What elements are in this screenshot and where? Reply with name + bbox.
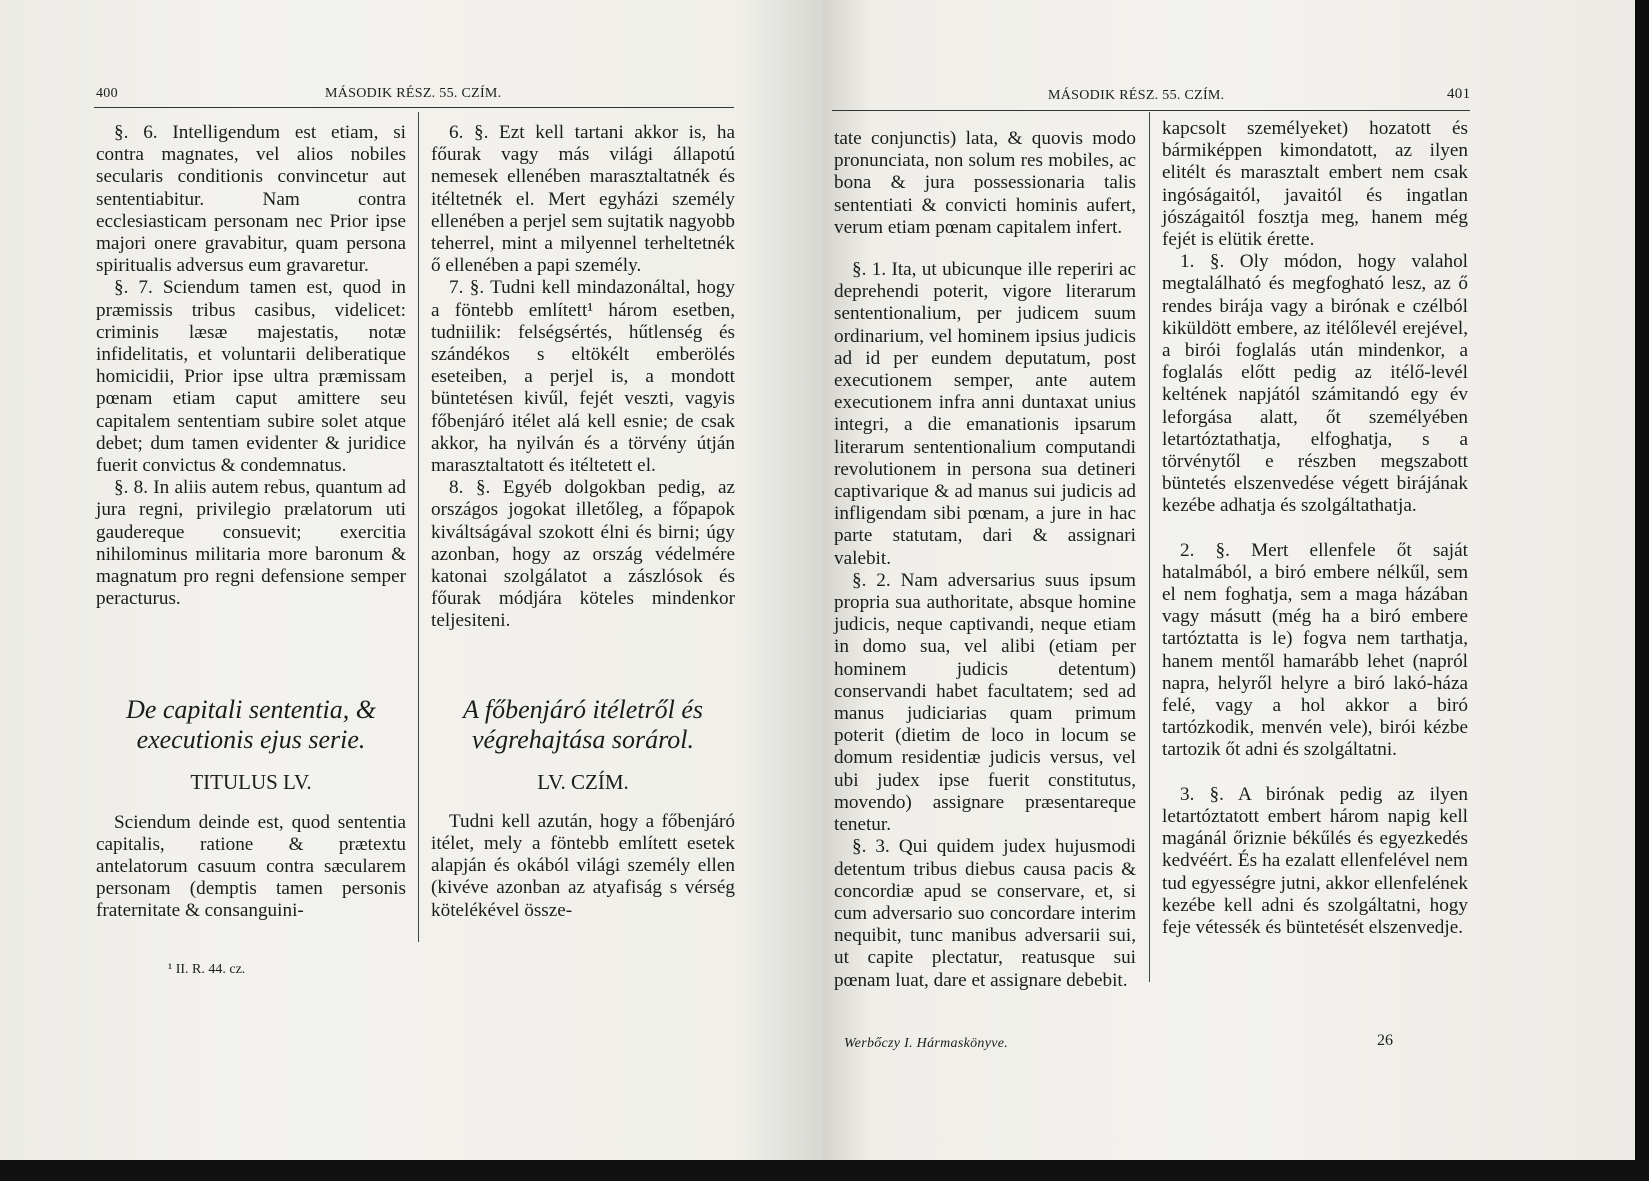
hungarian-section-sub: LV. CZÍM.	[537, 769, 629, 794]
latin-paragraph: tate conjunctis) lata, & quovis modo pronunciata, non solum res mobiles, ac bona & jura possessionaria talis sententiati & convicti hominis aufert, verum etiam pœnam capitalem infert.	[834, 128, 1136, 238]
right-hungarian-column	[1162, 118, 1468, 939]
left-page-number: 400	[96, 86, 118, 101]
hungarian-section-title: A főbenjáró itéletről és végrehajtása sorárol.	[463, 694, 703, 754]
left-running-title: MÁSODIK RÉSZ. 55. CZÍM.	[325, 86, 502, 101]
hungarian-paragraph: 2. §. Mert ellenfele őt saját hatalmából, a biró embere nélkűl, sem el nem foghatja, sem a maga házában vagy másutt (még ha a biró embere tartóztatta is le) fogva nem tarthatja, hanem mentől hamarább lehet (napról napra, helyről helyre a biró lakó-háza felé, vagy a hol akkor a biró tartózkodik, menvén vele), birói kézbe tartozik őt adni és szolgáltatni.	[1162, 539, 1468, 761]
hungarian-section-text: Tudni kell azután, hogy a főbenjáró itélet, mely a föntebb említett esetek alapján és okából világi személy ellen (kivéve azonban az atyafiság s vérség kötelékével össze-	[431, 810, 735, 921]
latin-paragraph: §. 2. Nam adversarius suus ipsum propria sua authoritate, absque homine judicis, neque captivandi, neque etiam in domo sua, vel alibi (etiam per hominem judicis detentum) conservandi habet facultatem; sed ad manus judiciarias quam primum poterit (dietim de loco in locum se domum residentiæ judicis versus, vel ubi judex ipse fuerit constitutus, movendo) assignare præsentareque tenetur.	[834, 569, 1136, 836]
footnote: ¹ II. R. 44. cz.	[168, 962, 246, 977]
latin-section-text: Sciendum deinde est, quod sententia capitalis, ratione & prætextu antelatorum casuum contra sæcularem personam (demptis tamen personis fraternitate & consanguini-	[96, 811, 406, 922]
left-head-rule	[94, 107, 734, 108]
latin-paragraph: §. 7. Sciendum tamen est, quod in præmissis tribus casibus, videlicet: criminis læsæ majestatis, notæ infidelitatis, et voluntarii deliberatique homicidii, Prior ipse ultra præmissam pœnam etiam caput amittere seu capitalem sententiam subire solet atque debet; dum tamen evidenter & juridice fuerit convictus & condemnatus.	[96, 277, 406, 477]
sheet-number: 26	[1377, 1032, 1393, 1049]
left-hungarian-column	[431, 122, 735, 922]
left-column-rule	[418, 112, 419, 942]
latin-paragraph: §. 6. Intelligendum est etiam, si contra magnates, vel alios nobiles secularis conditionis convincetur aut sententiabitur. Nam contra ecclesiasticam personam nec Prior ipse majori onere gravabitur, quam persona spiritualis adversus eum gravaretur.	[96, 122, 406, 277]
hungarian-paragraph: 6. §. Ezt kell tartani akkor is, ha főurak vagy más világi állapotú nemesek ellenében marasztaltatnék és itéltetnék el. Mert egyházi személy ellenében a perjel sem sujtatik nagyobb teherrel, mint a milyennel terheltetnék ő ellenében a papi személy.	[431, 122, 735, 277]
scanner-bottom-edge	[0, 1160, 1649, 1181]
right-latin-column	[834, 128, 1136, 992]
left-page	[0, 0, 822, 1160]
latin-paragraph: §. 8. In aliis autem rebus, quantum ad jura regni, privilegio prælatorum uti gaudereque consuevit; exercitia nihilominus militaria more baronum & magnatum pro regni defensione semper peracturus.	[96, 477, 406, 610]
latin-paragraph: §. 1. Ita, ut ubicunque ille reperiri ac deprehendi poterit, vigore literarum sententionalium, per judicem suum ordinarium, vel hominem ipsius judicis ad id per eundem deputatum, post executionem semper, ante autem executionem infra anni duntaxat unius integri, a die emanationis ipsarum literarum sententionalium computandi revolutionem in persona sua detineri captivarique & ad manus sui judicis ad infligendam sibi pœnam, a jure in hac parte statutam, dari & assignari valebit.	[834, 259, 1136, 569]
latin-paragraph: §. 3. Qui quidem judex hujusmodi detentum tribus diebus causa pacis & concordiæ apud se conservare, et, si cum adversario suo concordare interim nequibit, tunc manibus adversarii sui, ut capite plectatur, reatusque sui pœnam luat, dare et assignare debebit.	[834, 836, 1136, 991]
hungarian-paragraph: 3. §. A birónak pedig az ilyen letartóztatott embert három napig kell magánál őriznie békűlés és egyezkedés kedvéért. És ha ezalatt ellenfelével nem tud egyességre jutni, akkor ellenfelének kezébe kell adni és szolgáltatni, hogy feje vétessék és büntetését elszenvedje.	[1162, 783, 1468, 938]
hungarian-paragraph: kapcsolt személyeket) hozatott és bármiképpen kimondatott, az ilyen elitélt és marasztalt embert nem csak ingóságaitól, javaitól és ingatlan jószágaitól fosztja meg, hanem még fejét is elütik érette.	[1162, 118, 1468, 251]
book-signature: Werbőczy I. Hármaskönyve.	[844, 1036, 1009, 1051]
hungarian-paragraph: 1. §. Oly módon, hogy valahol megtalálható és megfogható lesz, az ő rendes birája vagy a birónak e czélból kiküldött embere, az itélőlevél erejével, a birói foglalás után mindenkor, a foglalás előtt pedig az itélő-levél keltének napjától számitandó egy év leforgása alatt, őt személyében letartóztathatja, elfoghatja, s a törvénytől e részben megszabott büntetés elszenvedése végett birájának kezébe adhatja és szolgáltathatja.	[1162, 251, 1468, 517]
latin-section-sub: TITULUS LV.	[190, 770, 312, 795]
left-latin-column	[96, 122, 406, 923]
latin-section-title: De capitali sententia, & executionis ejus serie.	[126, 695, 376, 755]
right-head-rule	[832, 110, 1470, 111]
right-page	[822, 0, 1649, 1160]
hungarian-paragraph: 8. §. Egyéb dolgokban pedig, az országos jogokat illetőleg, a főpapok kiváltságával szokott élni és birni; úgy azonban, hogy az ország védelmére katonai szolgálatot a zászlósok és főurak módjára köteles mindenkor teljesiteni.	[431, 477, 735, 632]
hungarian-paragraph: 7. §. Tudni kell mindazonáltal, hogy a föntebb említett¹ három esetben, tudniilik: felségsértés, hűtlenség és szándékos s eltökélt emberölés eseteiben, a perjel is, a mondott büntetésen kivűl, fejét veszti, vagyis főbenjáró itélet alá kell esnie; de csak akkor, ha nyilván és a törvény útján marasztaltatott és itéltetett el.	[431, 277, 735, 477]
right-column-rule	[1149, 112, 1150, 982]
right-page-number: 401	[1447, 86, 1471, 102]
right-running-title: MÁSODIK RÉSZ. 55. CZÍM.	[1048, 88, 1225, 103]
